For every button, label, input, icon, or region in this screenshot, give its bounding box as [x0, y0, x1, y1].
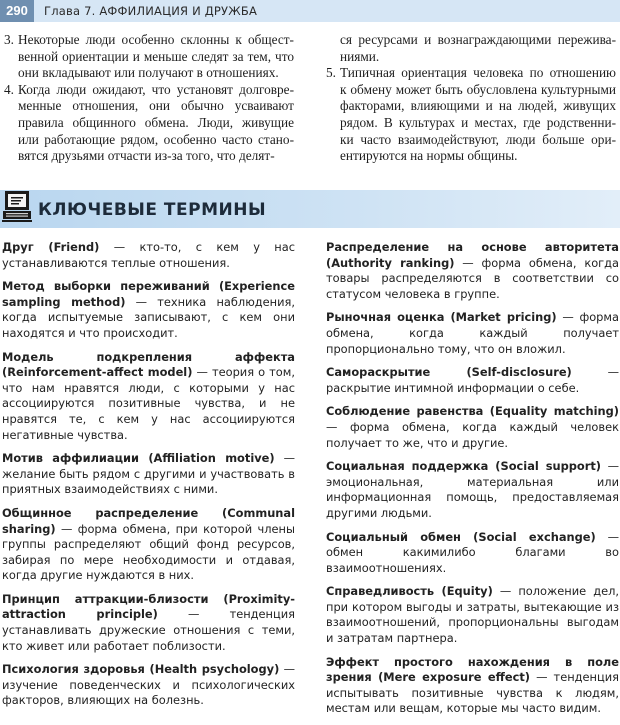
glossary-definition: — форма обмена, когда каждый человек получает то же, что и другие.: [326, 419, 619, 450]
glossary-definition: — изучение поведенческих и психологических факторов, влияющих на болезнь.: [2, 662, 295, 708]
glossary-entry: [2, 592, 295, 654]
text-line: [4, 65, 294, 82]
line-text: они вкладывают или получают в отношениях.: [18, 65, 279, 81]
top-text-left-column: [4, 32, 294, 165]
glossary-term: Метод выборки переживаний (Experience sampling method): [2, 279, 295, 309]
glossary-entry: [326, 404, 619, 451]
text-line: ся ресурсами и вознаграждающими пережива-: [340, 32, 616, 47]
glossary-definition: — форма обмена, когда товары распределяются в соответствии со статусом человека в группе.: [326, 255, 620, 301]
glossary-term: Самораскрытие (Self-disclosure): [326, 365, 572, 380]
glossary-right-column: [326, 240, 619, 725]
text-line: ниями.: [340, 48, 380, 64]
line-text: Когда люди ожидают, что установят долговре-: [18, 81, 294, 97]
line-text: правила общинного обмена. Люди, живущие: [18, 114, 294, 130]
text-line: [4, 82, 294, 99]
line-text: рядом. В культурах и местах, где родственни-: [340, 114, 616, 130]
line-text: ки часто взаимодействуют, люди больше ори-: [340, 131, 616, 147]
glossary-definition: — раскрытие интимной информации о себе.: [326, 365, 619, 395]
glossary-term: Общинное распределение (Communal sharing): [2, 505, 295, 536]
glossary-entry: [326, 459, 619, 521]
computer-icon: [2, 189, 32, 223]
text-line: [4, 115, 294, 132]
glossary-definition: — тенденция испытывать позитивные чувства к людям, местам или вещам, которые мы часто видим.: [326, 670, 619, 716]
top-text-right-column: [326, 32, 616, 165]
glossary-entry: [326, 584, 619, 646]
glossary-term: Мотив аффилиации (Affiliation motive): [2, 451, 275, 466]
line-text: венной ориентации и меньше следят за тем, что: [18, 48, 294, 64]
glossary-left-column: [2, 240, 295, 717]
list-number: 5.: [326, 65, 336, 81]
glossary-definition: — форма обмена, когда каждый получает пропорционально тому, что он вложил.: [326, 310, 619, 356]
text-line: [326, 98, 616, 115]
line-text: вятся друзьями отчасти из-за того, что делят-: [18, 148, 275, 164]
line-text: менные отношения, они обычно усваивают: [18, 98, 294, 114]
glossary-entry: [326, 240, 619, 302]
line-text: Типичная ориентация человека по отношению: [340, 65, 616, 81]
glossary-entry: [326, 310, 619, 357]
line-text: к обмену может быть обусловлена культурными: [340, 81, 616, 97]
glossary-definition: — желание быть рядом с другими и участвовать в приятных взаимодействиях с ними.: [2, 451, 295, 497]
glossary-entry: [326, 530, 619, 577]
text-line: [4, 148, 294, 165]
glossary-entry: [2, 350, 295, 444]
glossary-definition: — форма обмена, при которой члены группы распределяют общий фонд ресурсов, забирая по мере необходимости и отдавая, когда другие нуждаются в них.: [2, 521, 295, 583]
glossary-term: Соблюдение равенства (Equality matching): [326, 404, 619, 419]
glossary-term: Социальный обмен (Social exchange): [326, 529, 596, 544]
page-number: 290: [0, 0, 34, 22]
text-line: [4, 32, 294, 49]
glossary-definition: — техника наблюдения, когда испытуемые записывают, с кем они находятся и что происходит.: [2, 294, 295, 340]
glossary-definition: — тенденция устанавливать дружеские отношения с теми, кто живет или работает поблизости.: [2, 607, 295, 653]
text-line: [4, 132, 294, 149]
glossary-entry: [326, 365, 619, 396]
glossary-entry: [2, 506, 295, 584]
glossary-entry: [2, 451, 295, 498]
glossary-definition: — эмоциональная, материальная или информационная помощь, предоставляемая другими людьми.: [326, 459, 619, 520]
running-head: Глава 7. АФФИЛИАЦИЯ И ДРУЖБА: [44, 4, 258, 18]
line-text: факторами, влияющими и на людей, живущих: [340, 98, 616, 114]
glossary-definition: — кто-то, с кем у нас устанавливаются теплые отношения.: [2, 240, 295, 270]
glossary-term: Распределение на основе авторитета (Authority ranking): [326, 240, 619, 270]
line-text: или работающие рядом, особенно часто стано-: [18, 131, 294, 147]
glossary-entry: [2, 279, 295, 341]
text-line: [326, 115, 616, 132]
glossary-entry: [326, 655, 619, 717]
text-line: [326, 65, 616, 82]
glossary-term: Справедливость (Equity): [326, 584, 493, 599]
glossary-term: Принцип аттракции-близости (Proximity-attraction principle): [2, 591, 295, 622]
glossary-term: Друг (Friend): [2, 240, 100, 254]
list-number: 3.: [4, 32, 14, 47]
glossary-term: Рыночная оценка (Market pricing): [326, 310, 557, 325]
text-line: [326, 148, 616, 165]
glossary-term: Социальная поддержка (Social support): [326, 459, 602, 474]
glossary-term: Эффект простого нахождения в поле зрения (Mere exposure effect): [326, 654, 619, 685]
line-text: ентируются на нормы общины.: [340, 148, 518, 164]
glossary-definition: — обмен какимилибо благами во взаимоотношениях.: [326, 529, 619, 575]
text-line: [4, 49, 294, 66]
glossary-term: Психология здоровья (Health psychology): [2, 662, 280, 677]
glossary-definition: — положение дел, при котором выгоды и затраты, вытекающие из взаимоотношений, пропорциональны выгодам и затратам партнера.: [326, 584, 619, 646]
list-number: 4.: [4, 81, 14, 97]
glossary-term: Модель подкрепления аффекта (Reinforcement-affect model): [2, 349, 295, 380]
text-line: [326, 82, 616, 99]
text-line: [4, 98, 294, 115]
glossary-entry: [2, 240, 295, 271]
text-line: [326, 132, 616, 149]
key-terms-title: КЛЮЧЕВЫЕ ТЕРМИНЫ: [38, 200, 267, 220]
line-text: Некоторые люди особенно склонны к общест-: [18, 32, 294, 47]
glossary-entry: [2, 662, 295, 709]
glossary-definition: — теория о том, что нам нравятся люди, с которыми у нас ассоциируются позитивные чувства, и не нравятся те, с кем у нас ассоциируются негативные чувства.: [2, 365, 295, 442]
